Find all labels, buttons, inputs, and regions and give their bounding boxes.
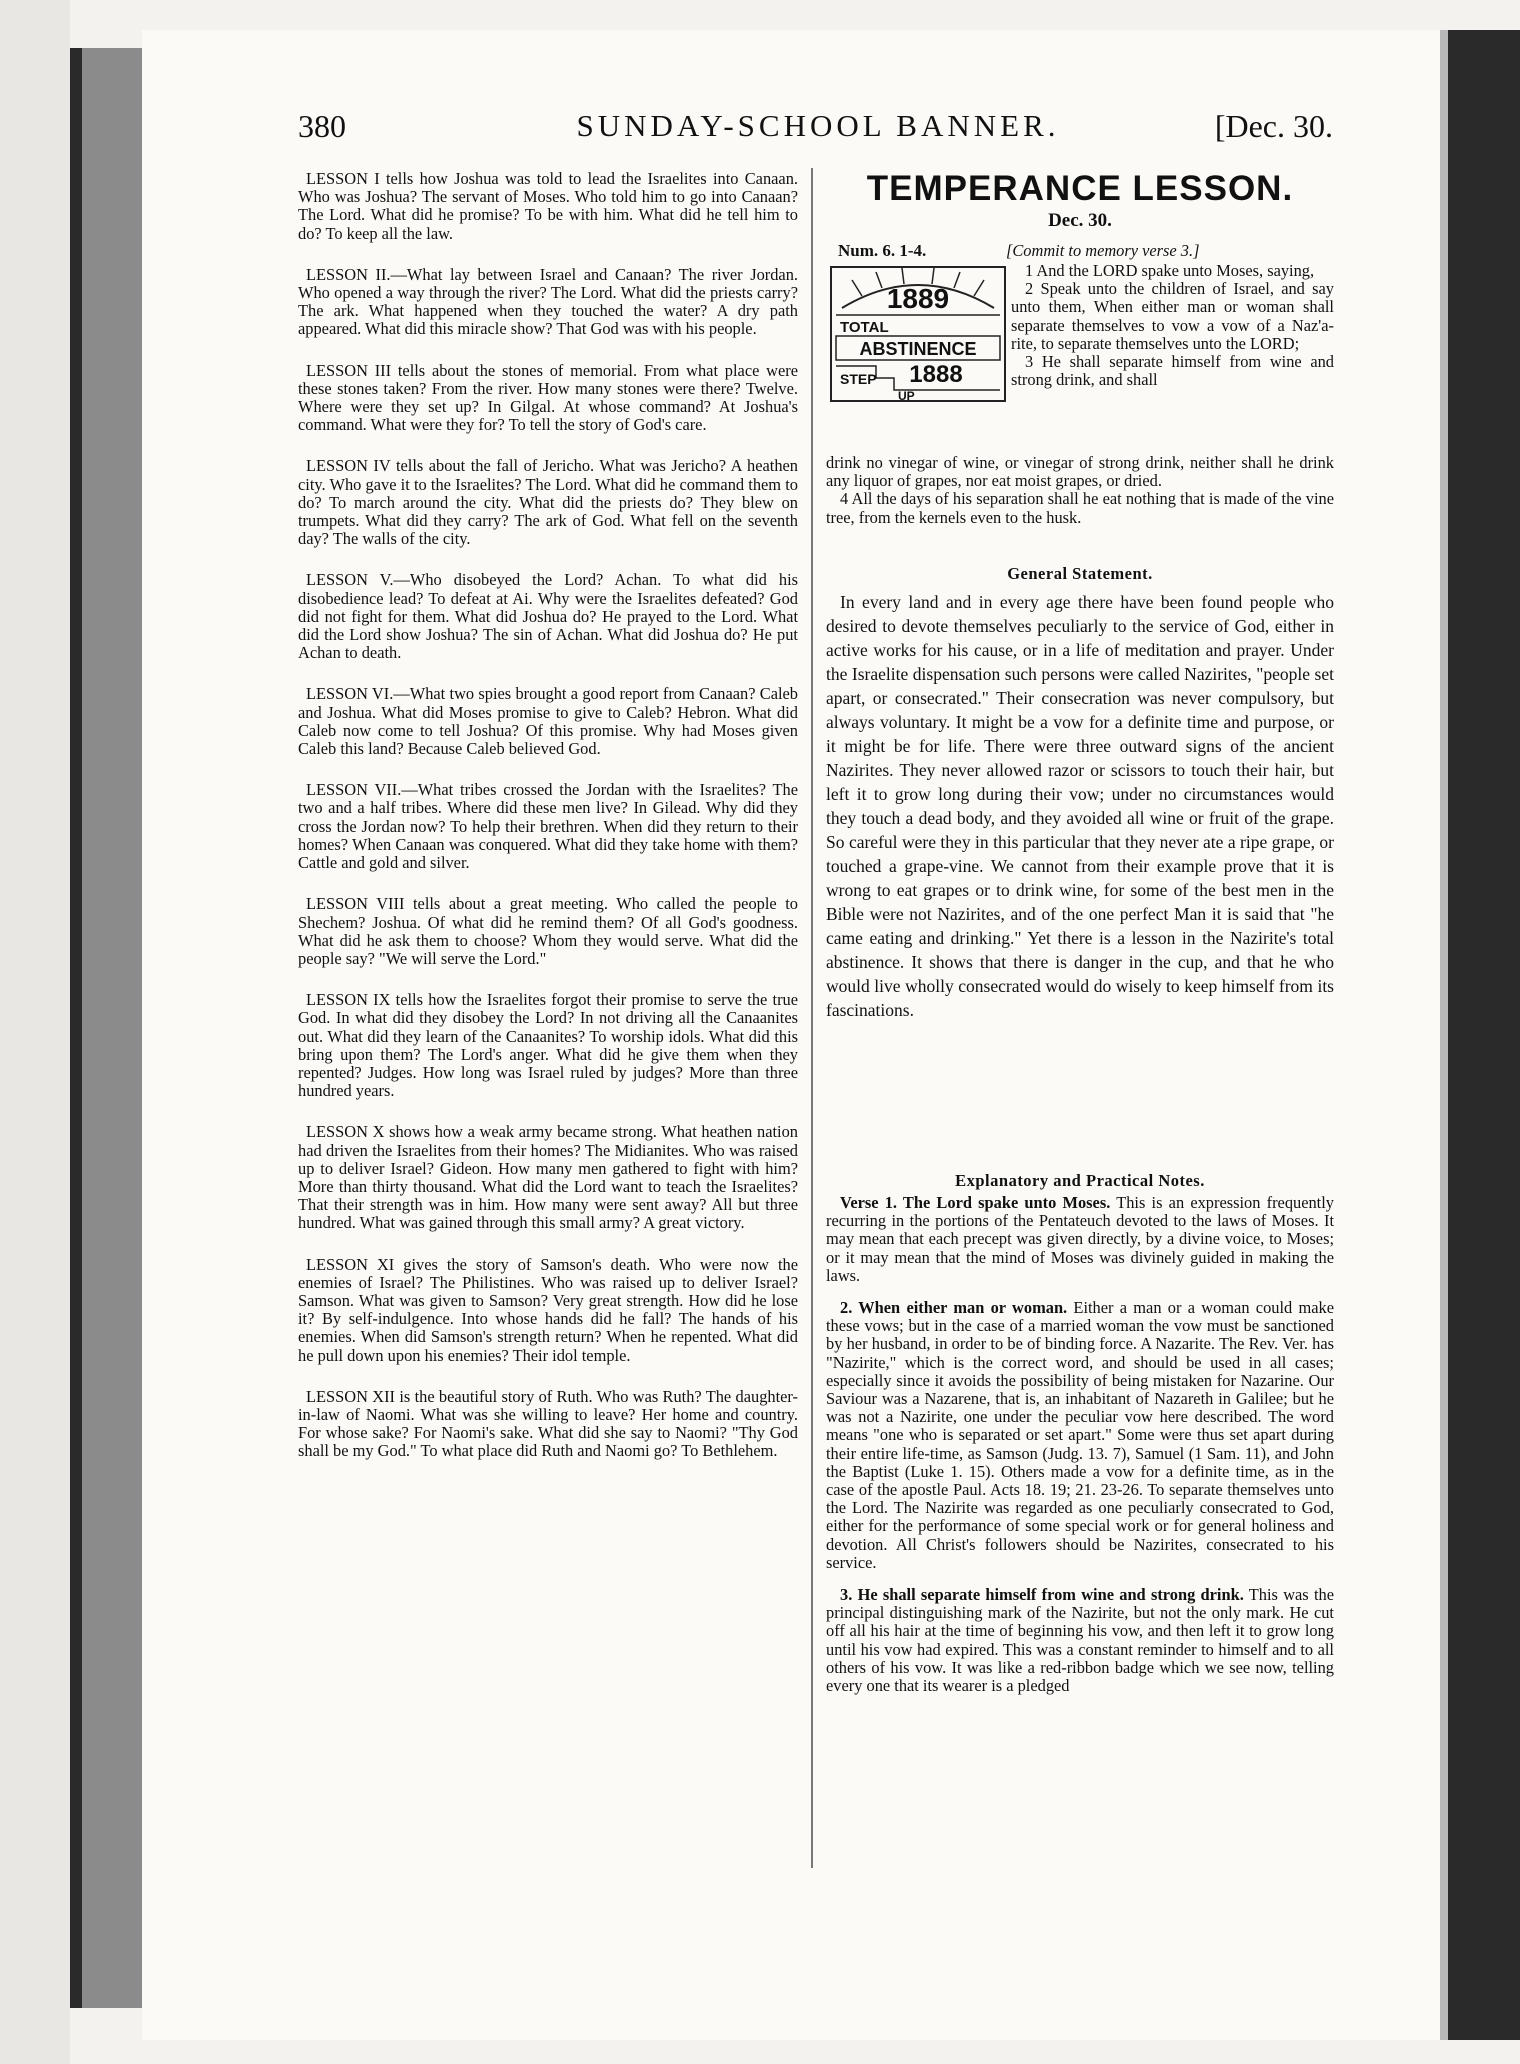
lesson-paragraph: LESSON IX tells how the Israelites forgot their promise to serve the true God. In what did they disobey the Lord? In not driving all the Canaanites out. What did they learn of the Canaanites? To worship idols. What did this bring upon them? The Lord's anger. What did he give them when they repented? Judges. How long was Israel ruled by judges? More than three hundred years. xyxy=(298,990,798,1101)
section-heading: General Statement. xyxy=(1007,564,1153,583)
header-date: [Dec. 30. xyxy=(1214,108,1333,144)
temperance-title: TEMPERANCE LESSON. xyxy=(866,169,1294,208)
memory-verse-note: [Commit to memory verse 3.] xyxy=(1006,241,1200,260)
right-page-edge xyxy=(1440,30,1448,2040)
lesson-paragraph: LESSON XI gives the story of Samson's death. Who were now the enemies of Israel? The Philistines. Who was raised up to deliver Israel? Samson. What was given to Samson? Very great strength. How did he lose it? By self-indulgence. Into whose hands did he fall? The hands of his enemies. When did Samson's strength return? When he repented. What did he pull down upon his enemies? Their idol temple. xyxy=(298,1254,798,1365)
note-paragraph xyxy=(826,1194,1334,1285)
general-statement-heading xyxy=(826,564,1334,584)
note-body: Either a man or a woman could make these vows; but in the case of a married woman the vow must be sanctioned by her husband, in order to be of binding force. A Nazarite. The Rev. Ver. has "Nazirite," which is the correct word, and should be used in all cases; especially since it avoids the possibility of being mistaken for Nazarine. Our Saviour was a Nazarene, that is, an inhabitant of Nazareth in Galilee; but he was not a Nazirite, one under the peculiar vow here described. The word means "one who is separated or set apart." Some were thus set apart during their entire life-time, as Samson (Judg. 13. 7), Samuel (1 Sam. 11), and John the Baptist (Luke 1. 15). Others made a vow for a definite time, as in the case of the apostle Paul. Acts 18. 19; 21. 23-26. To separate themselves unto the Lord. The Nazirite was regarded as one peculiarly consecrated to God, either for the performance of some special work or for general holiness and devotion. All Christ's followers should be Nazirites, consecrated to his service. xyxy=(826,1298,1334,1572)
general-statement-text: In every land and in every age there have been found people who desired to devote themselves peculiarly to the service of God, either in active works for his cause, or in a life of meditation and prayer. Under the Israelite dispensation such persons were called Nazirites, "people set apart, or consecrated." Their consecration was never compulsory, but always voluntary. It might be a vow for a definite time and purpose, or it might be for life. There were three outward signs of the ancient Nazirites. They never allowed razor or scissors to touch their hair, but left it to grow long during their vow; under no circumstances would they touch a dead body, and they avoided all wine or fruit of the grape. So careful were they in this particular that they never ate a ripe grape, or touched a grape-vine. We cannot from their example prove that it is wrong to eat grapes or to drink wine, for some of the best men in the Bible were not Nazirites, and of the one perfect Man it is said that "he came eating and drinking." Yet there is a lesson in the Nazirite's total abstinence. It shows that there is danger in the cup, and that he who would live wholly consecrated would do wisely to keep himself from its fascinations. xyxy=(826,592,1334,1020)
scripture-verse: drink no vinegar of wine, or vinegar of strong drink, neither shall he drink any liquor of grapes, nor eat moist grapes, or dried. xyxy=(826,453,1334,491)
lesson-paragraph: LESSON VIII tells about a great meeting. Who called the people to Shechem? Joshua. Of what did he remind them? Of all God's goodness. What did he ask them to choose? Whom they would serve. What did the people say? "We will serve the Lord." xyxy=(298,894,798,968)
logo-year-top: 1889 xyxy=(886,283,950,314)
scripture-verse: 2 Speak unto the children of Israel, and say unto them, When either man or woman shall separate themselves to vow a vow of a Naz'a-rite, to separate themselves unto the LORD; xyxy=(1011,279,1334,353)
note-lead: 3. He shall separate himself from wine and strong drink. xyxy=(840,1585,1244,1605)
lesson-paragraph: LESSON VII.—What tribes crossed the Jordan with the Israelites? The two and a half tribes. Where did these men live? In Gilead. Why did they cross the Jordan now? To help their brethren. When did they return to their homes? When Canaan was conquered. What did they take home with them? Cattle and gold and silver. xyxy=(298,780,798,873)
lesson-paragraph: LESSON II.—What lay between Israel and Canaan? The river Jordan. Who opened a way through the river? The Lord. What did the priests carry? The ark. What happened when they touched the water? A dry path appeared. What did this miracle show? That God was with his people. xyxy=(298,264,798,339)
explanatory-notes-heading xyxy=(826,1171,1334,1191)
running-header xyxy=(298,108,1333,154)
lesson-paragraph: LESSON V.—Who disobeyed the Lord? Achan. To what did his disobedience lead? To defeat at Ai. Why were the Israelites defeated? God did not fight for them. What did Joshua do? He prayed to the Lord. What did the Lord show Joshua? The sin of Achan. What did Joshua do? He put Achan to death. xyxy=(298,570,798,663)
running-title: SUNDAY-SCHOOL BANNER. xyxy=(576,108,1060,143)
temperance-lesson-column xyxy=(826,169,1334,1696)
lesson-paragraph: LESSON I tells how Joshua was told to lead the Israelites into Canaan. Who was Joshua? The servant of Moses. Who told him to go into Canaan? The Lord. What did he promise? To be with him. What did he tell him to do? To keep all the law. xyxy=(298,169,798,243)
scripture-verse: 3 He shall separate himself from wine and strong drink, and shall xyxy=(1011,352,1334,390)
note-body: This was the principal distinguishing mark of the Nazirite, but not the only mark. He cut off all his hair at the time of beginning his vow, and then left it to grow long until his vow had expired. This was a constant reminder to himself and to all others of his vow. It was like a red-ribbon badge which we see now, telling every one that its wearer is a pledged xyxy=(826,1585,1334,1696)
scripture-reference: Num. 6. 1-4. xyxy=(838,241,927,260)
lesson-review-column xyxy=(298,170,798,1484)
logo-word-abstinence: ABSTINENCE xyxy=(859,339,977,359)
logo-word-step: STEP xyxy=(840,371,877,387)
lesson-paragraph: LESSON XII is the beautiful story of Ruth. Who was Ruth? The daughter-in-law of Naomi. What was she willing to leave? Her home and country. For whose sake? For Naomi's sake. What did she say to Naomi? "Thy God shall be my God." To what place did Ruth and Naomi go? To Bethlehem. xyxy=(298,1386,798,1461)
lesson-paragraph: LESSON X shows how a weak army became strong. What heathen nation had driven the Israelites from their homes? The Midianites. Who was raised up to deliver Israel? Gideon. How many men gathered to fight with him? More than thirty thousand. What did the Lord want to teach the Israelites? That their strength was in him. How many were sent away? All but three hundred. What was gained through this small army? A great victory. xyxy=(298,1122,798,1233)
lesson-paragraph: LESSON IV tells about the fall of Jericho. What was Jericho? A heathen city. Who gave it to the Israelites? The Lord. What did he command them to do? To march around the city. What did the priests do? They blew on trumpets. What did they carry? The ark of God. What fell on the seventh day? The walls of the city. xyxy=(298,456,798,549)
note-lead: 2. When either man or woman. xyxy=(840,1298,1068,1318)
note-lead: Verse 1. The Lord spake unto Moses. xyxy=(840,1193,1111,1212)
step-up-emblem-icon xyxy=(832,268,1004,400)
logo-word-up: UP xyxy=(898,389,915,400)
left-binding-edge xyxy=(70,48,82,2008)
temperance-date: Dec. 30. xyxy=(1048,210,1112,231)
scripture-verse: 4 All the days of his separation shall he eat nothing that is made of the vine tree, from the kernels even to the husk. xyxy=(826,489,1334,527)
note-paragraph xyxy=(826,1299,1334,1572)
scripture-verses-beside-logo xyxy=(1011,262,1334,389)
logo-year-bottom: 1888 xyxy=(909,361,963,388)
lesson-paragraph: LESSON VI.—What two spies brought a good report from Canaan? Caleb and Joshua. What did Moses promise to give to Caleb? Hebron. What did Caleb now come to tell Joshua? Of this promise. Why had Moses given Caleb this land? Because Caleb believed God. xyxy=(298,684,798,759)
scripture-verse: 1 And the LORD spake unto Moses, saying, xyxy=(1025,261,1315,280)
right-binding-edge xyxy=(1448,30,1520,2040)
total-abstinence-logo xyxy=(830,266,1006,402)
page-number: 380 xyxy=(298,108,346,144)
section-heading: Explanatory and Practical Notes. xyxy=(955,1171,1205,1190)
lesson-paragraph: LESSON III tells about the stones of memorial. From what place were these stones taken? From the river. How many stones were there? Twelve. Where were they set up? In Gilgal. At whose command? At Joshua's command. What were they for? To tell the story of God's care. xyxy=(298,360,798,435)
left-page-shadow xyxy=(82,48,142,2008)
note-body: This is an expression frequently recurring in the portions of the Pentateuch devoted to the laws of Moses. It may mean that each precept was given directly, by a divine voice, to Moses; or it may mean that the mind of Moses was divinely guided in making the laws. xyxy=(826,1193,1334,1285)
column-divider xyxy=(811,168,813,1868)
explanatory-notes xyxy=(826,1194,1334,1709)
logo-word-total: TOTAL xyxy=(840,319,889,336)
scripture-verses-full-width xyxy=(826,454,1334,527)
note-paragraph xyxy=(826,1586,1334,1695)
left-scan-margin xyxy=(0,0,70,2064)
